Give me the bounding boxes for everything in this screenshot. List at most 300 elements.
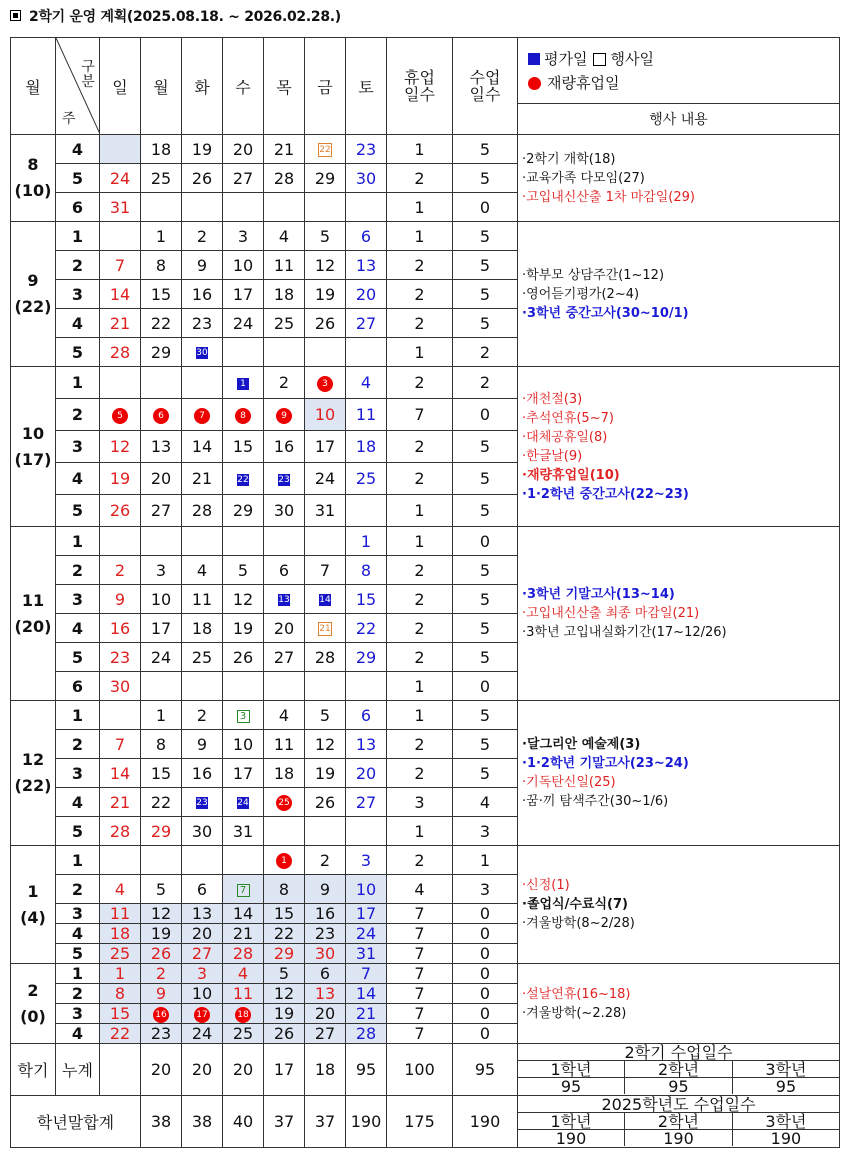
day-number: 28 (109, 821, 131, 841)
day-number: 13 (355, 255, 377, 275)
total-value: 95 (346, 1044, 387, 1096)
month-class-count: (10) (14, 181, 52, 200)
schedule-table (10, 37, 840, 1148)
day-cell-tue (182, 924, 223, 944)
week-number: 4 (56, 135, 100, 164)
day-number: 27 (355, 313, 377, 333)
day-number: 20 (191, 924, 213, 943)
page-title (10, 6, 341, 26)
day-cell-thu (264, 338, 305, 367)
header-gubun-label: 구분 (81, 59, 95, 90)
day-cell-sun (100, 759, 141, 788)
day-cell-fri (305, 367, 346, 399)
month-label (11, 701, 56, 846)
day-number: 9 (196, 255, 208, 275)
blank-cell (100, 1044, 141, 1096)
day-cell-mon (141, 251, 182, 280)
rest-days-value: 1 (387, 338, 453, 367)
week-number: 1 (56, 701, 100, 730)
week-row (11, 367, 840, 399)
header-rest-days-text: 휴업일수 (404, 68, 435, 104)
day-number: 16 (109, 618, 131, 638)
day-cell-sat (346, 817, 387, 846)
event-item: ·기독탄신일(25) (522, 775, 616, 790)
legend-disc: 재량휴업일 (547, 73, 620, 92)
class-days-value: 0 (453, 1024, 518, 1044)
day-number: 24 (109, 168, 131, 188)
grade-value: 190 (732, 1130, 839, 1147)
rest-days-value: 2 (387, 556, 453, 585)
day-cell-fri (305, 556, 346, 585)
title-text: 2학기 운영 계획(2025.08.18. ~ 2026.02.28.) (29, 9, 341, 25)
day-cell-mon (141, 431, 182, 463)
total-value: 20 (182, 1044, 223, 1096)
day-cell-sun (100, 309, 141, 338)
rest-days-value: 7 (387, 1004, 453, 1024)
header-row-top (11, 38, 840, 104)
day-number: 19 (232, 618, 254, 638)
day-number: 17 (355, 904, 377, 923)
month-name: 1 (27, 881, 39, 901)
rest-days-value: 7 (387, 399, 453, 431)
event-square-icon (593, 53, 606, 66)
day-cell-wed (223, 338, 264, 367)
month-class-count: (22) (14, 776, 52, 795)
day-cell-mon (141, 924, 182, 944)
day-number: 27 (191, 944, 213, 963)
day-number: 13 (150, 437, 172, 456)
day-number: 29 (314, 168, 336, 188)
day-number: 2 (155, 964, 167, 983)
day-cell-mon (141, 1024, 182, 1044)
day-cell-sat (346, 701, 387, 730)
event-list (518, 222, 840, 367)
day-number: 2 (319, 850, 331, 870)
day-number: 12 (273, 984, 295, 1003)
week-number: 1 (56, 222, 100, 251)
total-class-days: 95 (453, 1044, 518, 1096)
day-cell-sat (346, 924, 387, 944)
rest-days-value: 7 (387, 984, 453, 1004)
week-number: 4 (56, 788, 100, 817)
rest-days-value: 1 (387, 817, 453, 846)
day-cell-mon (141, 944, 182, 964)
title-square-icon (10, 10, 21, 21)
day-cell-wed (223, 463, 264, 495)
header-class-days (453, 38, 518, 135)
month-name: 2 (27, 980, 39, 1000)
class-days-value: 5 (453, 759, 518, 788)
event-item: ·재량휴업일(10) (522, 467, 620, 483)
day-number: 7 (114, 255, 126, 275)
legend-event: 행사일 (610, 49, 654, 68)
month-name: 11 (21, 590, 45, 610)
evaluation-day-mark: 22 (237, 474, 249, 485)
day-cell-tue (182, 614, 223, 643)
day-cell-wed (223, 431, 264, 463)
grade-label: 3학년 (732, 1061, 839, 1078)
week-number: 1 (56, 964, 100, 984)
event-item: ·졸업식/수료식(7) (522, 897, 628, 912)
header-ju-label: 주 (62, 111, 76, 127)
day-cell-wed (223, 1004, 264, 1024)
day-cell-sat (346, 338, 387, 367)
day-number: 8 (278, 879, 290, 899)
day-cell-fri (305, 338, 346, 367)
day-cell-sun (100, 399, 141, 431)
day-number: 1 (360, 531, 372, 551)
day-cell-tue (182, 875, 223, 904)
day-number: 25 (150, 168, 172, 188)
day-cell-fri (305, 399, 346, 431)
day-cell-sat (346, 556, 387, 585)
event-item: ·추석연휴(5~7) (522, 410, 614, 426)
day-number: 6 (196, 879, 208, 899)
day-cell-sun (100, 463, 141, 495)
event-item: ·학부모 상담주간(1~12) (522, 267, 665, 283)
day-cell-mon (141, 614, 182, 643)
day-number: 18 (273, 763, 295, 783)
event-item: ·2학기 개학(18) (522, 151, 616, 167)
grade-table-title: 2025학년도 수업일수 (518, 1096, 839, 1113)
day-number: 20 (273, 618, 295, 638)
rest-days-value: 2 (387, 367, 453, 399)
header-month: 월 (11, 38, 56, 135)
day-number: 31 (109, 197, 131, 217)
legend-line-1 (528, 47, 839, 71)
day-number: 30 (191, 821, 213, 841)
day-number: 22 (150, 313, 172, 333)
day-cell-sun (100, 495, 141, 527)
day-cell-thu (264, 875, 305, 904)
day-cell-sun (100, 164, 141, 193)
day-cell-tue (182, 399, 223, 431)
month-name: 8 (27, 155, 39, 174)
discretionary-holiday-dot: 1 (276, 853, 292, 869)
day-cell-thu (264, 164, 305, 193)
day-cell-mon (141, 964, 182, 984)
grade-value: 95 (732, 1078, 839, 1095)
day-number: 28 (314, 647, 336, 667)
day-number: 10 (314, 405, 336, 424)
day-number: 20 (150, 469, 172, 488)
day-number: 13 (314, 984, 336, 1003)
day-number: 8 (360, 560, 372, 580)
day-number: 17 (232, 284, 254, 304)
day-cell-sat (346, 614, 387, 643)
day-cell-tue (182, 759, 223, 788)
week-number: 3 (56, 585, 100, 614)
header-rest-days (387, 38, 453, 135)
deadline-day-mark: 21 (319, 624, 331, 634)
day-number: 19 (109, 469, 131, 488)
day-number: 12 (109, 437, 131, 456)
grade-table (518, 1044, 839, 1094)
day-cell-fri (305, 875, 346, 904)
day-number: 5 (319, 705, 331, 725)
week-row (11, 846, 840, 875)
year-total-row (11, 1096, 840, 1148)
week-row (11, 701, 840, 730)
day-cell-tue (182, 280, 223, 309)
day-number: 10 (355, 879, 377, 899)
month-class-count: (0) (20, 1006, 46, 1026)
day-number: 28 (355, 1024, 377, 1043)
day-cell-fri (305, 251, 346, 280)
total-value: 37 (264, 1096, 305, 1148)
day-cell-sat (346, 672, 387, 701)
day-cell-sun (100, 701, 141, 730)
day-cell-fri (305, 222, 346, 251)
discretionary-holiday-dot: 17 (194, 1007, 210, 1023)
day-number: 27 (273, 647, 295, 667)
day-cell-sun (100, 984, 141, 1004)
day-cell-sat (346, 643, 387, 672)
day-number: 13 (355, 734, 377, 754)
day-number: 4 (196, 560, 208, 580)
grade-label: 1학년 (518, 1113, 625, 1130)
day-cell-fri (305, 1024, 346, 1044)
total-value: 20 (141, 1044, 182, 1096)
class-days-value: 2 (453, 338, 518, 367)
day-cell-thu (264, 846, 305, 875)
day-cell-wed (223, 367, 264, 399)
day-number: 18 (191, 618, 213, 638)
day-cell-sat (346, 280, 387, 309)
day-number: 10 (232, 734, 254, 754)
day-cell-tue (182, 846, 223, 875)
header-day-sun: 일 (100, 38, 141, 135)
day-cell-thu (264, 309, 305, 338)
day-number: 28 (109, 342, 131, 362)
day-number: 4 (278, 705, 290, 725)
rest-days-value: 2 (387, 846, 453, 875)
day-number: 22 (355, 618, 377, 638)
day-number: 7 (319, 560, 331, 580)
month-class-count: (17) (14, 449, 52, 469)
event-item: ·겨울방학(8~2/28) (522, 916, 635, 931)
week-number: 4 (56, 309, 100, 338)
day-cell-mon (141, 135, 182, 164)
week-number: 3 (56, 431, 100, 463)
day-number: 4 (114, 879, 126, 899)
class-days-value: 3 (453, 817, 518, 846)
class-days-value: 0 (453, 193, 518, 222)
day-number: 31 (314, 501, 336, 520)
day-cell-fri (305, 614, 346, 643)
day-cell-sun (100, 193, 141, 222)
day-number: 25 (191, 647, 213, 667)
day-cell-mon (141, 280, 182, 309)
rest-days-value: 2 (387, 730, 453, 759)
class-days-value: 0 (453, 399, 518, 431)
rest-days-value: 3 (387, 788, 453, 817)
class-days-value: 2 (453, 367, 518, 399)
day-cell-tue (182, 788, 223, 817)
day-number: 21 (355, 1004, 377, 1023)
class-days-value: 5 (453, 556, 518, 585)
day-cell-wed (223, 846, 264, 875)
day-cell-mon (141, 788, 182, 817)
day-number: 23 (109, 647, 131, 667)
event-item: ·겨울방학(~2.28) (522, 1005, 627, 1021)
day-cell-sun (100, 222, 141, 251)
day-cell-tue (182, 164, 223, 193)
day-cell-wed (223, 527, 264, 556)
discretionary-holiday-dot: 7 (194, 408, 210, 424)
day-number: 8 (155, 734, 167, 754)
day-number: 5 (319, 226, 331, 246)
red-dot-icon (528, 77, 541, 90)
day-number: 5 (237, 560, 249, 580)
grade-value: 95 (518, 1078, 625, 1095)
day-number: 3 (155, 560, 167, 580)
day-number: 17 (314, 437, 336, 456)
week-number: 4 (56, 1024, 100, 1044)
day-cell-thu (264, 672, 305, 701)
day-cell-sun (100, 367, 141, 399)
class-days-value: 5 (453, 643, 518, 672)
discretionary-holiday-dot: 25 (276, 795, 292, 811)
event-day-mark: 3 (237, 710, 250, 723)
day-cell-sat (346, 463, 387, 495)
event-item: ·3학년 고입내실화기간(17~12/26) (522, 625, 727, 640)
day-number: 12 (232, 589, 254, 609)
header-day-thu: 목 (264, 38, 305, 135)
day-cell-fri (305, 280, 346, 309)
month-label (11, 527, 56, 701)
day-number: 20 (355, 763, 377, 783)
class-days-value: 0 (453, 527, 518, 556)
day-number: 20 (314, 1004, 336, 1023)
day-cell-sun (100, 280, 141, 309)
grade-value: 190 (518, 1130, 625, 1147)
month-class-count: (4) (20, 907, 46, 927)
day-cell-mon (141, 904, 182, 924)
day-cell-sat (346, 585, 387, 614)
day-number: 6 (278, 560, 290, 580)
day-cell-mon (141, 759, 182, 788)
day-cell-wed (223, 1024, 264, 1044)
header-day-sat: 토 (346, 38, 387, 135)
week-number: 6 (56, 193, 100, 222)
rest-days-value: 2 (387, 431, 453, 463)
day-cell-tue (182, 495, 223, 527)
day-cell-sat (346, 135, 387, 164)
day-number: 8 (155, 255, 167, 275)
day-number: 21 (232, 924, 254, 943)
day-cell-sat (346, 984, 387, 1004)
week-number: 3 (56, 280, 100, 309)
day-number: 10 (232, 255, 254, 275)
event-item: ·고입내신산출 최종 마감일(21) (522, 606, 700, 621)
day-cell-tue (182, 193, 223, 222)
week-number: 5 (56, 944, 100, 964)
class-days-value: 1 (453, 846, 518, 875)
day-cell-thu (264, 730, 305, 759)
rest-days-value: 7 (387, 964, 453, 984)
day-cell-fri (305, 495, 346, 527)
day-cell-mon (141, 309, 182, 338)
week-number: 2 (56, 730, 100, 759)
class-days-value: 5 (453, 463, 518, 495)
week-number: 5 (56, 495, 100, 527)
day-cell-sun (100, 944, 141, 964)
day-cell-sun (100, 924, 141, 944)
day-cell-wed (223, 788, 264, 817)
day-cell-wed (223, 556, 264, 585)
week-number: 2 (56, 399, 100, 431)
event-item: ·3학년 중간고사(30~10/1) (522, 305, 689, 321)
discretionary-holiday-dot: 3 (317, 376, 333, 392)
day-number: 3 (196, 964, 208, 983)
event-item: ·1·2학년 중간고사(22~23) (522, 486, 689, 502)
day-cell-sun (100, 817, 141, 846)
cumulative-label: 누계 (56, 1044, 100, 1096)
day-cell-tue (182, 904, 223, 924)
day-cell-mon (141, 585, 182, 614)
event-list (518, 701, 840, 846)
day-number: 11 (273, 734, 295, 754)
rest-days-value: 1 (387, 135, 453, 164)
day-number: 15 (150, 284, 172, 304)
day-cell-mon (141, 527, 182, 556)
day-cell-mon (141, 164, 182, 193)
day-cell-sun (100, 964, 141, 984)
day-cell-tue (182, 944, 223, 964)
day-number: 10 (150, 589, 172, 609)
evaluation-day-mark: 1 (237, 378, 249, 390)
rest-days-value: 7 (387, 1024, 453, 1044)
header-day-fri: 금 (305, 38, 346, 135)
day-number: 30 (355, 168, 377, 188)
day-cell-fri (305, 527, 346, 556)
total-rest-days: 175 (387, 1096, 453, 1148)
day-cell-mon (141, 495, 182, 527)
month-label (11, 846, 56, 964)
day-cell-wed (223, 875, 264, 904)
day-cell-wed (223, 643, 264, 672)
event-item: ·한글날(9) (522, 448, 583, 464)
rest-days-value: 2 (387, 759, 453, 788)
day-cell-thu (264, 463, 305, 495)
day-number: 2 (278, 373, 290, 392)
header-day-tue: 화 (182, 38, 223, 135)
day-cell-tue (182, 730, 223, 759)
year-class-days-box (518, 1096, 840, 1148)
day-cell-tue (182, 984, 223, 1004)
day-number: 31 (232, 821, 254, 841)
class-days-value: 0 (453, 904, 518, 924)
day-number: 18 (150, 139, 172, 159)
rest-days-value: 1 (387, 672, 453, 701)
rest-days-value: 2 (387, 251, 453, 280)
day-number: 11 (232, 984, 254, 1003)
day-cell-tue (182, 463, 223, 495)
event-item: ·달그리안 예술제(3) (522, 737, 641, 752)
class-days-value: 0 (453, 944, 518, 964)
day-cell-wed (223, 904, 264, 924)
class-days-value: 5 (453, 309, 518, 338)
day-cell-thu (264, 643, 305, 672)
grade-value: 190 (625, 1130, 733, 1147)
day-cell-thu (264, 759, 305, 788)
day-cell-thu (264, 399, 305, 431)
day-number: 12 (314, 255, 336, 275)
day-number: 18 (273, 284, 295, 304)
class-days-value: 0 (453, 672, 518, 701)
day-cell-fri (305, 759, 346, 788)
